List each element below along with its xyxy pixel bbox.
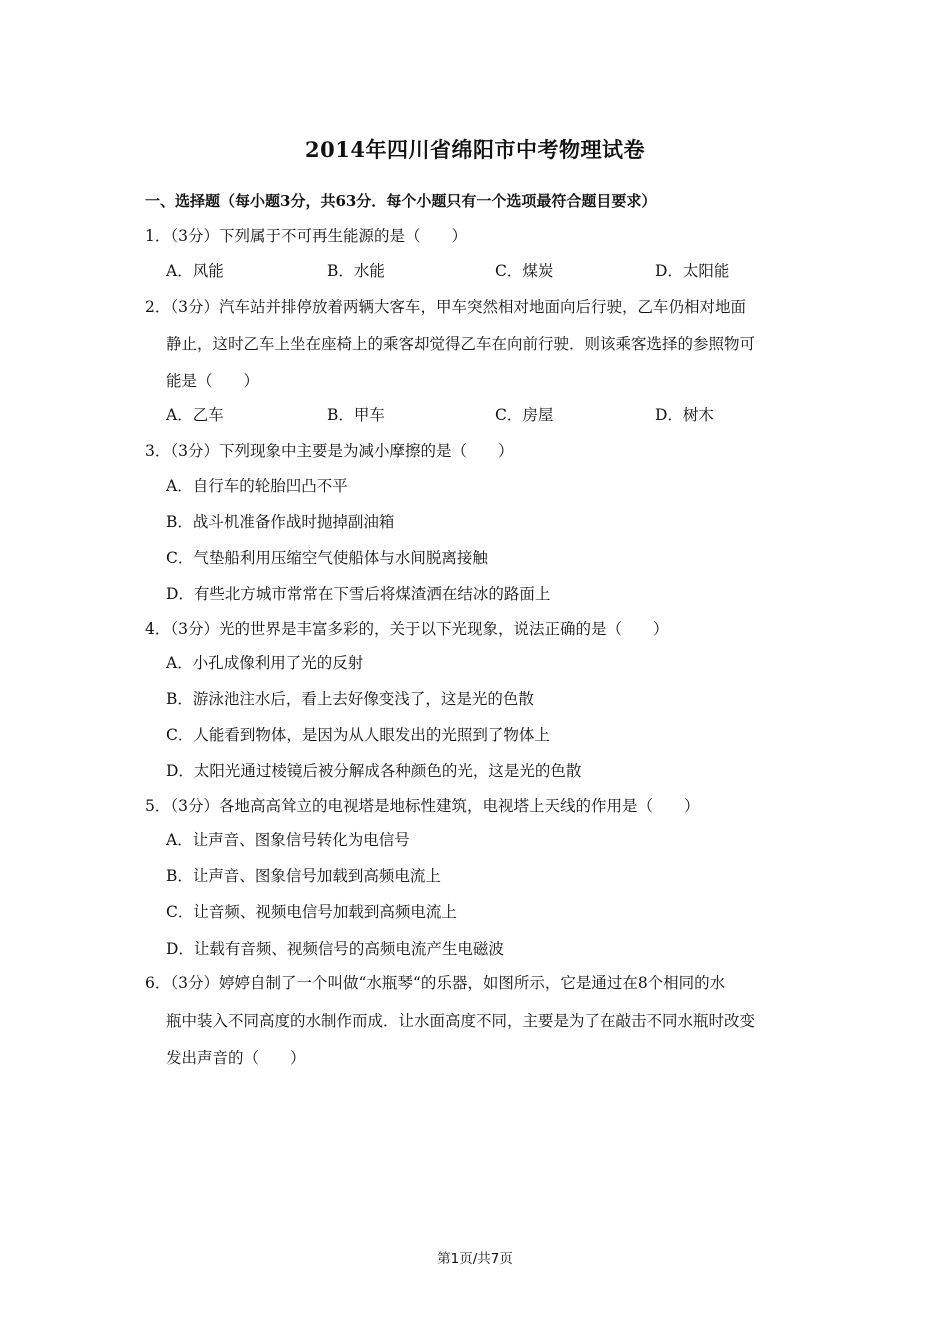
question-3-option-c: C．气垫船利用压缩空气使船体与水间脱离接触	[166, 549, 488, 567]
question-1-option-d: D．太阳能	[655, 262, 730, 280]
question-1-stem: 1．（3分）下列属于不可再生能源的是（ ）	[145, 227, 467, 245]
question-3-option-a: A．自行车的轮胎凹凸不平	[166, 477, 348, 495]
page-title: 2014年四川省绵阳市中考物理试卷	[305, 137, 645, 162]
question-5-stem: 5．（3分）各地高高耸立的电视塔是地标性建筑，电视塔上天线的作用是（ ）	[145, 797, 700, 815]
section-heading: 一、选择题（每小题3分，共63分．每个小题只有一个选项最符合题目要求）	[145, 192, 657, 210]
question-5-option-b: B．让声音、图象信号加载到高频电流上	[166, 867, 441, 885]
question-2-option-c: C．房屋	[495, 406, 554, 424]
question-1-option-c: C．煤炭	[495, 262, 554, 280]
page-footer: 第1页/共7页	[437, 1251, 513, 1267]
question-2-stem-cont: 能是（ ）	[166, 372, 260, 390]
question-5-option-d: D．让载有音频、视频信号的高频电流产生电磁波	[166, 940, 504, 958]
question-4-stem: 4．（3分）光的世界是丰富多彩的，关于以下光现象，说法正确的是（ ）	[145, 620, 669, 638]
question-6-stem-cont: 瓶中装入不同高度的水制作而成．让水面高度不同，主要是为了在敲击不同水瓶时改变	[166, 1012, 756, 1030]
question-3-option-d: D．有些北方城市常常在下雪后将煤渣洒在结冰的路面上	[166, 585, 551, 603]
question-4-option-c: C．人能看到物体，是因为从人眼发出的光照到了物体上	[166, 726, 550, 744]
question-3-option-b: B．战斗机准备作战时抛掉副油箱	[166, 513, 395, 531]
question-5-option-c: C．让音频、视频电信号加载到高频电流上	[166, 903, 457, 921]
question-1-option-a: A．风能	[166, 262, 224, 280]
question-6-stem-cont: 发出声音的（ ）	[166, 1049, 306, 1067]
question-6-stem: 6．（3分）婷婷自制了一个叫做“水瓶琴“的乐器，如图所示，它是通过在8个相同的水	[145, 974, 726, 992]
question-2-stem-cont: 静止，这时乙车上坐在座椅上的乘客却觉得乙车在向前行驶．则该乘客选择的参照物可	[166, 335, 756, 353]
question-1-option-b: B．水能	[327, 262, 385, 280]
question-2-option-b: B．甲车	[327, 406, 385, 424]
question-4-option-b: B．游泳池注水后，看上去好像变浅了，这是光的色散	[166, 690, 534, 708]
question-2-stem: 2．（3分）汽车站并排停放着两辆大客车，甲车突然相对地面向后行驶，乙车仍相对地面	[145, 298, 746, 316]
question-4-option-d: D．太阳光通过棱镜后被分解成各种颜色的光，这是光的色散	[166, 762, 582, 780]
question-2-option-d: D．树木	[655, 406, 714, 424]
question-2-option-a: A．乙车	[166, 406, 224, 424]
question-5-option-a: A．让声音、图象信号转化为电信号	[166, 831, 410, 849]
question-3-stem: 3．（3分）下列现象中主要是为减小摩擦的是（ ）	[145, 442, 514, 460]
question-4-option-a: A．小孔成像利用了光的反射	[166, 654, 364, 672]
